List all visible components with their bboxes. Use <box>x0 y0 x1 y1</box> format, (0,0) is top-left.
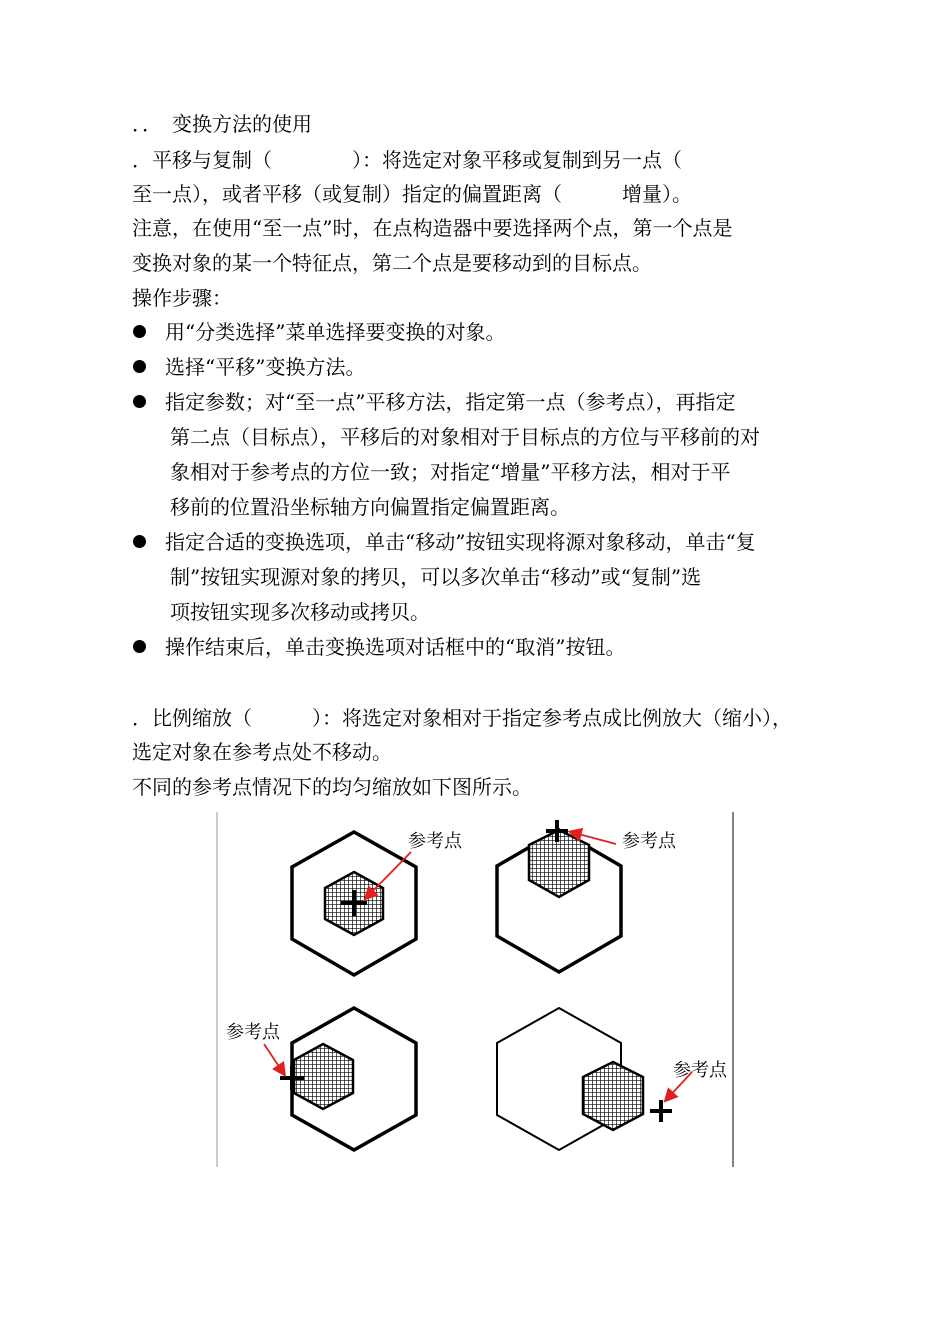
list-item-text: 第二点（目标点），平移后的对象相对于目标点的方位与平移前的对 <box>170 425 760 449</box>
list-item-text: 选择“平移”变换方法。 <box>165 355 366 379</box>
bullet-dot-icon <box>133 535 146 548</box>
reference-point-label: 参考点 <box>408 831 462 852</box>
panel-outside-reference <box>497 1008 728 1150</box>
reference-point-label: 参考点 <box>226 1022 280 1043</box>
text-line: 至一点），或者平移（或复制）指定的偏置距离（ 增量）。 <box>132 182 692 206</box>
section-heading: ．． 变换方法的使用 <box>132 112 312 136</box>
text-line: 不同的参考点情况下的均匀缩放如下图所示。 <box>132 775 532 799</box>
label-arrow <box>366 852 411 898</box>
text-line: 选定对象在参考点处不移动。 <box>132 740 392 764</box>
text-line: ．比例缩放（ ）：将选定对象相对于指定参考点成比例放大（缩小）， <box>132 706 792 730</box>
list-item-text: 指定参数；对“至一点”平移方法，指定第一点（参考点），再指定 <box>165 390 736 414</box>
list-item-text: 用“分类选择”菜单选择要变换的对象。 <box>165 320 506 344</box>
label-arrow <box>264 1044 284 1074</box>
panel-left-reference <box>226 1008 416 1150</box>
text-line: ．平移与复制（ ）：将选定对象平移或复制到另一点（ <box>132 148 682 172</box>
bullet-dot-icon <box>133 325 146 338</box>
scaling-reference-point-figure <box>216 812 736 1167</box>
bullet-dot-icon <box>133 360 146 373</box>
list-item-text: 象相对于参考点的方位一致；对指定“增量”平移方法，相对于平 <box>170 460 731 484</box>
list-item-text: 制”按钮实现源对象的拷贝，可以多次单击“移动”或“复制”选 <box>170 565 702 589</box>
text-line: 操作步骤： <box>132 286 232 310</box>
panel-top-reference <box>497 820 677 972</box>
scaled-hexagon <box>583 1062 643 1130</box>
bullet-dot-icon <box>133 640 146 653</box>
reference-point-label: 参考点 <box>673 1060 727 1081</box>
reference-point-label: 参考点 <box>622 831 676 852</box>
bullet-dot-icon <box>133 395 146 408</box>
panel-center-reference <box>292 831 463 975</box>
text-line: 注意，在使用“至一点”时，在点构造器中要选择两个点，第一个点是 <box>132 216 733 240</box>
list-item-text: 指定合适的变换选项，单击“移动”按钮实现将源对象移动，单击“复 <box>165 530 756 554</box>
reference-point-icon <box>650 1100 672 1122</box>
list-item-text: 操作结束后，单击变换选项对话框中的“取消”按钮。 <box>165 635 626 659</box>
text-line: 变换对象的某一个特征点，第二个点是要移动到的目标点。 <box>132 251 652 275</box>
list-item-text: 移前的位置沿坐标轴方向偏置指定偏置距离。 <box>170 495 570 519</box>
list-item-text: 项按钮实现多次移动或拷贝。 <box>170 600 430 624</box>
